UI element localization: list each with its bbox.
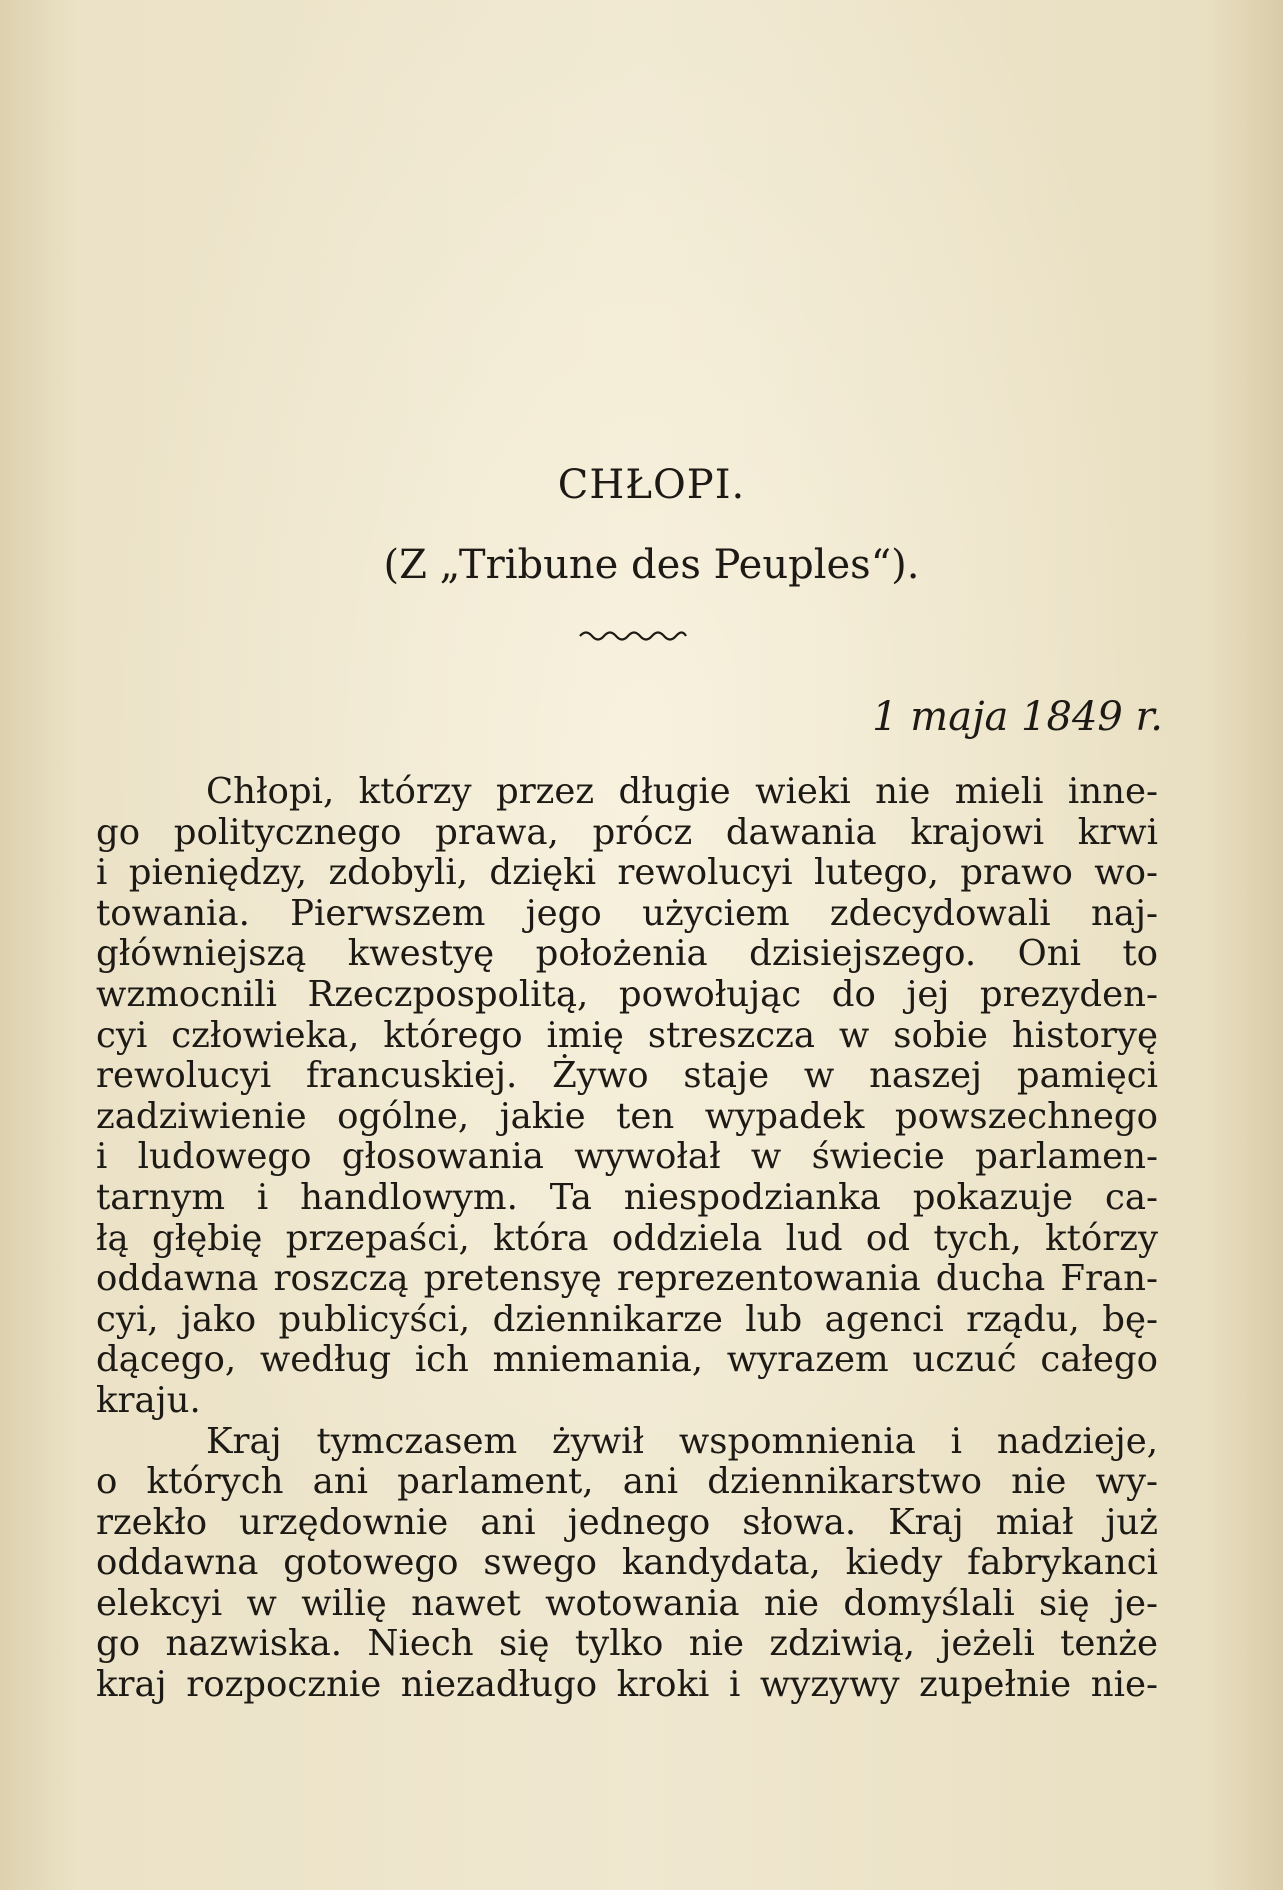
text-line: wzmocnili Rzeczpospolitą, powołując do jej prezyden- xyxy=(96,973,1158,1015)
text-line: rzekło urzędownie ani jednego słowa. Kraj miał już xyxy=(96,1501,1158,1543)
text-line: towania. Pierwszem jego użyciem zdecydowali naj- xyxy=(96,892,1158,934)
text-line: cyi, jako publicyści, dziennikarze lub agenci rządu, bę- xyxy=(96,1298,1158,1340)
text-line: oddawna roszczą pretensyę reprezentowania ducha Fran- xyxy=(96,1258,1158,1300)
text-line: kraj rozpocznie niezadługo kroki i wyzywy zupełnie nie- xyxy=(96,1664,1158,1706)
text-line: łą głębię przepaści, która oddziela lud od tych, którzy xyxy=(96,1217,1158,1259)
text-line: cyi człowieka, którego imię streszcza w sobie historyę xyxy=(96,1014,1158,1056)
text-line: główniejszą kwestyę położenia dzisiejszego. Oni to xyxy=(96,933,1158,975)
text-line: go politycznego prawa, prócz dawania krajowi krwi xyxy=(96,811,1158,853)
article-body xyxy=(96,772,1158,1706)
text-line: tarnym i handlowym. Ta niespodzianka pokazuje ca- xyxy=(96,1176,1158,1218)
text-line: go nazwiska. Niech się tylko nie zdziwią, jeżeli tenże xyxy=(96,1623,1158,1665)
text-line: oddawna gotowego swego kandydata, kiedy fabrykanci xyxy=(96,1542,1158,1584)
wavy-divider-ornament xyxy=(578,626,688,646)
text-line: dącego, według ich mniemania, wyrazem uczuć całego xyxy=(96,1339,1158,1381)
text-line: i pieniędzy, zdobyli, dzięki rewolucyi lutego, prawo wo- xyxy=(96,852,1158,894)
text-line: Kraj tymczasem żywił wspomnienia i nadzieje, xyxy=(206,1420,1158,1462)
text-line: o których ani parlament, ani dziennikarstwo nie wy- xyxy=(96,1461,1158,1503)
text-line: Chłopi, którzy przez długie wieki nie mieli inne- xyxy=(206,771,1158,812)
text-line: kraju. xyxy=(96,1379,201,1421)
text-line: i ludowego głosowania wywołał w świecie parlamen- xyxy=(96,1136,1158,1178)
source-note: (Z „Tribune des Peuples“). xyxy=(383,542,920,588)
text-line: zadziwienie ogólne, jakie ten wypadek powszechnego xyxy=(96,1095,1158,1137)
text-line: rewolucyi francuskiej. Żywo staje w naszej pamięci xyxy=(96,1055,1158,1097)
date-line: 1 maja 1849 r. xyxy=(872,694,1163,740)
chapter-title: CHŁOPI. xyxy=(557,462,746,508)
text-line: elekcyi w wilię nawet wotowania nie domyślali się je- xyxy=(96,1582,1158,1624)
